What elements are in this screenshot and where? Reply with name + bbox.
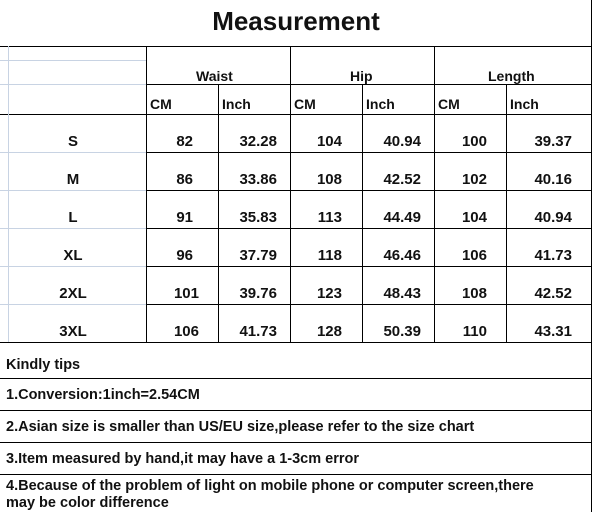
cell: 32.28	[239, 133, 277, 150]
group-header-length: Length	[488, 68, 535, 84]
unit-header: Inch	[510, 96, 539, 112]
cell: 41.73	[534, 247, 572, 264]
cell: 40.94	[383, 133, 421, 150]
gridline	[0, 228, 146, 229]
size-label: 3XL	[59, 323, 87, 340]
cell: 44.49	[383, 209, 421, 226]
cell: 106	[173, 323, 199, 340]
cell: 128	[316, 323, 342, 340]
tip-item: may be color difference	[6, 495, 169, 511]
cell: 108	[316, 171, 342, 188]
cell: 42.52	[383, 171, 421, 188]
cell: 37.79	[239, 247, 277, 264]
gridline	[0, 304, 146, 305]
size-label: L	[68, 209, 78, 226]
unit-header: CM	[150, 96, 172, 112]
table-bottom-line	[0, 342, 592, 343]
cell: 102	[461, 171, 487, 188]
cell: 106	[461, 247, 487, 264]
gridline	[0, 266, 146, 267]
row-line	[146, 228, 592, 229]
tip-line	[0, 474, 592, 475]
size-label: M	[66, 171, 80, 188]
cell: 113	[317, 209, 342, 226]
cell: 39.76	[239, 285, 277, 302]
size-label: 2XL	[59, 285, 87, 302]
row-line	[146, 152, 592, 153]
group-divider-line	[146, 84, 592, 85]
cell: 108	[461, 285, 487, 302]
unit-header: Inch	[222, 96, 251, 112]
gridline	[0, 152, 146, 153]
tip-line	[0, 378, 592, 379]
cell: 100	[461, 133, 487, 150]
gridline	[0, 60, 146, 61]
cell: 46.46	[383, 247, 421, 264]
gridline	[0, 190, 146, 191]
tip-item: 2.Asian size is smaller than US/EU size,please refer to the size chart	[6, 419, 475, 435]
cell: 101	[173, 285, 199, 302]
cell: 48.43	[383, 285, 421, 302]
size-label: S	[67, 133, 78, 150]
cell: 91	[176, 209, 193, 226]
cell: 41.73	[239, 323, 277, 340]
group-header-waist: Waist	[196, 68, 233, 84]
cell: 40.16	[534, 171, 572, 188]
unit-header: CM	[294, 96, 316, 112]
unit-header: Inch	[366, 96, 395, 112]
cell: 96	[176, 247, 193, 264]
cell: 118	[317, 247, 342, 264]
cell: 50.39	[383, 323, 421, 340]
tip-line	[0, 410, 592, 411]
cell: 110	[462, 323, 487, 340]
cell: 39.37	[534, 133, 572, 150]
cell: 33.86	[239, 171, 277, 188]
tip-item: 3.Item measured by hand,it may have a 1-3cm error	[6, 451, 359, 467]
row-line	[146, 266, 592, 267]
tip-line	[0, 442, 592, 443]
size-label: XL	[63, 247, 83, 264]
cell: 82	[176, 133, 193, 150]
tip-item: 1.Conversion:1inch=2.54CM	[6, 387, 200, 403]
cell: 40.94	[534, 209, 572, 226]
title-underline	[0, 46, 592, 47]
cell: 104	[461, 209, 487, 226]
header-bottom-line	[0, 114, 592, 115]
cell: 123	[316, 285, 342, 302]
unit-header: CM	[438, 96, 460, 112]
tip-item: 4.Because of the problem of light on mobile phone or computer screen,there	[6, 478, 534, 494]
row-line	[146, 304, 592, 305]
cell: 35.83	[239, 209, 277, 226]
tips-heading: Kindly tips	[6, 357, 81, 373]
cell: 86	[176, 171, 193, 188]
group-header-hip: Hip	[350, 68, 373, 84]
row-line	[146, 190, 592, 191]
page-title: Measurement	[212, 6, 380, 36]
cell: 43.31	[534, 323, 572, 340]
gridline	[0, 84, 146, 85]
cell: 42.52	[534, 285, 572, 302]
cell: 104	[316, 133, 342, 150]
